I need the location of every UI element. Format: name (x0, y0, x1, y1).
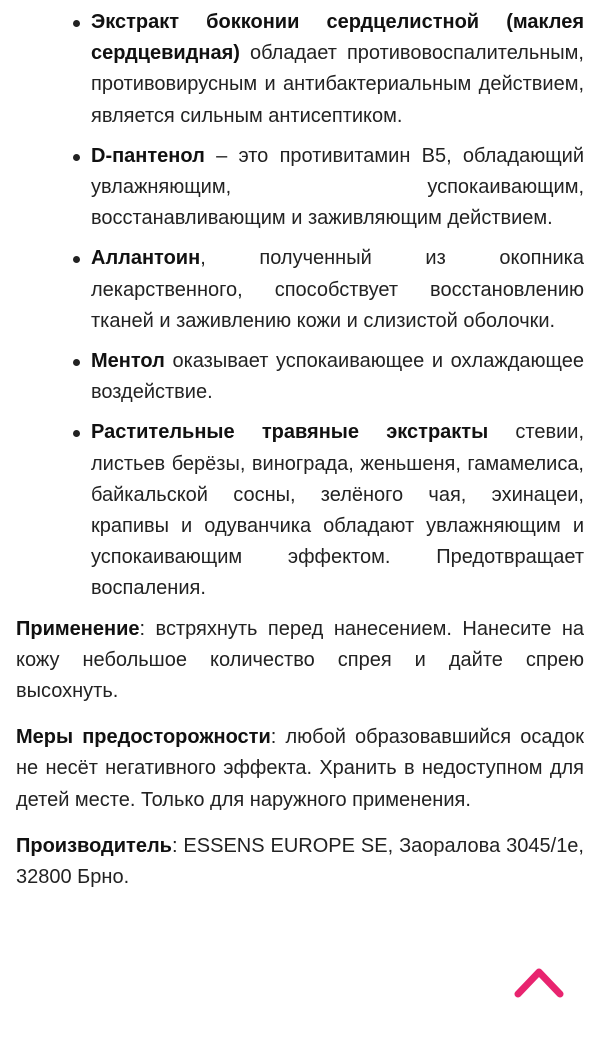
scroll-to-top-button[interactable] (512, 962, 566, 1002)
bullet-icon (73, 359, 80, 366)
manufacturer-text: : ESSENS EUROPE SE, Заоралова 3045/1е, 32800 Брно. (16, 834, 584, 889)
list-item (16, 346, 584, 408)
list-item (16, 7, 584, 132)
ingredient-description: оказывает успокаивающее и охлаждающее воздействие. (91, 350, 584, 404)
bullet-icon (73, 154, 80, 161)
manufacturer-paragraph (16, 831, 584, 893)
chevron-up-icon (512, 962, 566, 1002)
list-item (16, 141, 584, 235)
ingredient-name: Экстракт бокконии сердцелистной (маклея сердцевидная) (91, 11, 584, 65)
precautions-text: : любой образовавшийся осадок не несёт негативного эффекта. Хранить в недоступном для детей месте. Только для наружного применения. (16, 726, 584, 811)
list-item (16, 417, 584, 604)
precautions-label: Меры предосторожности (16, 726, 271, 749)
ingredient-name: D-пантенол (91, 144, 205, 167)
usage-paragraph (16, 614, 584, 708)
ingredient-name: Ментол (91, 350, 165, 373)
ingredients-list (16, 7, 584, 605)
bullet-icon (73, 430, 80, 437)
ingredient-description: стевии, листьев берёзы, винограда, женьшеня, гамамелиса, байкальской сосны, зелёного чая, эхинацеи, крапивы и одуванчика обладают увлажняющим и успокаивающим эффектом. Предотвращает воспаления. (91, 421, 585, 600)
product-description (16, 7, 584, 908)
usage-label: Применение (16, 617, 140, 640)
ingredient-description: , полученный из окопника лекарственного, способствует восстановлению тканей и заживлению кожи и слизистой оболочки. (91, 247, 584, 332)
bullet-icon (73, 256, 80, 263)
ingredient-name: Растительные травяные экстракты (91, 421, 489, 444)
ingredient-name: Аллантоин (91, 247, 201, 270)
manufacturer-label: Производитель (16, 834, 172, 857)
list-item (16, 243, 584, 337)
ingredient-description: обладает противовоспалительным, противовирусным и антибактериальным действием, является сильным антисептиком. (91, 42, 584, 127)
bullet-icon (73, 20, 80, 27)
usage-text: : встряхнуть перед нанесением. Нанесите на кожу небольшое количество спрея и дайте спрею высохнуть. (16, 617, 584, 703)
precautions-paragraph (16, 722, 584, 816)
ingredient-description: – это противитамин B5, обладающий увлажняющим, успокаивающим, восстанавливающим и заживляющим действием. (91, 144, 584, 230)
